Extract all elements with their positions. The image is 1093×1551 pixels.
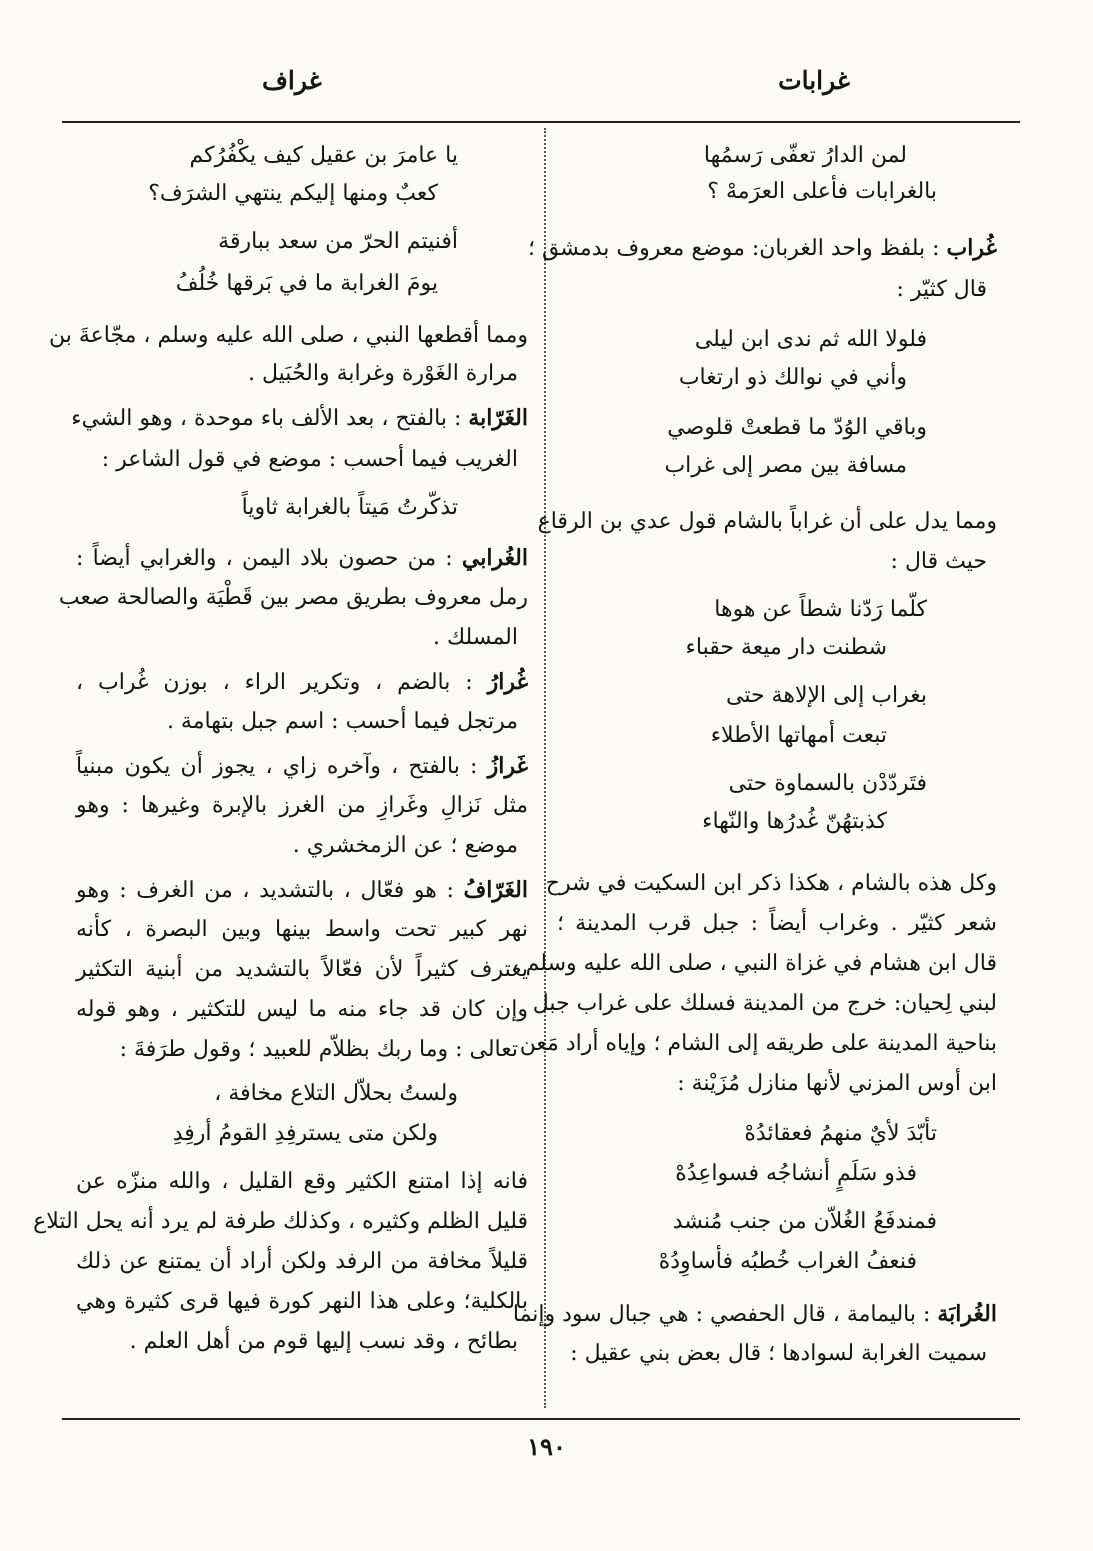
verse-line	[557, 768, 997, 800]
line-text: : من حصون بلاد اليمن ، والغرابي أيضاً :	[76, 546, 462, 571]
text-line	[545, 868, 997, 900]
text-line	[76, 1034, 528, 1066]
line-text: المسلك .	[433, 625, 518, 650]
verse-line	[557, 362, 997, 394]
verse-line	[76, 268, 528, 300]
line-text: قال ابن هشام في غزاة النبي ، صلى الله عليه وسلم ،	[511, 951, 997, 976]
verse-line	[557, 176, 997, 208]
line-text: لمن الدارُ تعفّى رَسمُها	[703, 143, 907, 168]
line-text: شطنت دار ميعة حقباء	[685, 635, 887, 660]
line-text: أفنيتم الحرّ من سعد ببارقة	[218, 229, 458, 254]
entry-headword: الغَرّافُ	[463, 877, 528, 903]
verse-line	[557, 1118, 997, 1150]
line-text: وأني في نوالك ذو ارتغاب	[678, 365, 907, 390]
line-text: تأبّدَ لأيٌ منهمُ فعقائدُهْ	[744, 1121, 937, 1146]
line-text: : بلفظ واحد الغربان: موضع معروف بدمشق ؛	[527, 236, 947, 261]
verse-line	[557, 412, 997, 444]
header-rule	[62, 121, 1020, 123]
verse-line	[557, 1206, 997, 1238]
line-text: الغريب فيما أحسب : موضع في قول الشاعر :	[101, 447, 518, 472]
page-number: ١٩٠	[527, 1432, 566, 1461]
left-column	[33, 132, 528, 1412]
verse-line	[76, 1118, 528, 1150]
text-line	[71, 402, 528, 435]
text-line	[76, 994, 528, 1026]
line-text: فلولا الله ثم ندى ابن ليلى	[694, 327, 927, 352]
verse-line	[557, 594, 997, 626]
text-line	[532, 988, 997, 1020]
line-text: قال كثيّر :	[896, 277, 987, 302]
line-text: فمندفَعُ الغُلاّن من جنب مُنشد	[672, 1209, 937, 1234]
line-text: يغترف كثيراً لأن فعّالاً بالتشديد من أبنية التكثير	[76, 957, 528, 982]
line-text: وكل هذه بالشام ، هكذا ذكر ابن السكيت في شرح	[545, 871, 997, 896]
line-text: مرارة الغَوْرة وغرابة والحُبَيل .	[248, 361, 518, 386]
line-text: بغراب إلى الإلاهة حتى	[725, 683, 927, 708]
line-text: مرتجل فيما أحسب : اسم جبل بتهامة .	[166, 709, 518, 734]
verse-line	[557, 632, 997, 664]
text-line	[76, 914, 528, 946]
text-line	[76, 1326, 528, 1358]
verse-line	[76, 226, 528, 258]
line-text: تعالى : وما ربك بظلاّم للعبيد ؛ وقول طرَفةَ :	[119, 1037, 518, 1062]
text-line	[76, 444, 528, 476]
text-line	[76, 666, 528, 699]
verse-line	[76, 140, 528, 172]
text-line	[76, 1166, 528, 1198]
line-text: فانه إذا امتنع الكثير وقع القليل ، والله منزّه عن	[76, 1169, 528, 1194]
line-text: شعر كثيّر . وغراب أيضاً : جبل قرب المدينة ؛	[557, 911, 997, 936]
line-text: نهر كبير تحت واسط بينها وبين البصرة ، كأنه	[76, 917, 528, 942]
line-text: : هو فعّال ، بالتشديد ، من الغرف : وهو	[76, 878, 464, 903]
line-text: ومما يدل على أن غراباً بالشام قول عدي بن الرقاع	[537, 509, 997, 534]
line-text: مسافة بين مصر إلى غراب	[664, 453, 907, 478]
entry-headword: غُراب	[946, 235, 997, 261]
text-line	[76, 830, 528, 862]
line-text: بالغرابات فأعلى العرَمهْ ؟	[707, 179, 937, 204]
line-text: وإن كان قد جاء منه ما ليس للتكثير ، وهو قوله	[76, 997, 528, 1022]
line-text: يا عامرَ بن عقيل كيف يكْفُرُكم	[189, 143, 458, 168]
text-line	[511, 948, 997, 980]
line-text: كعبٌ ومنها إليكم ينتهي الشرَف؟	[148, 181, 438, 206]
verse-line	[557, 680, 997, 712]
verse-line	[557, 140, 997, 172]
text-line	[76, 1286, 528, 1318]
line-text: ولستُ بحلاّل التلاع مخافة ،	[214, 1081, 458, 1106]
line-text: موضع ؛ عن الزمخشري .	[292, 833, 518, 858]
text-line	[76, 954, 528, 986]
line-text: قليل الظلم وكثيره ، وكذلك طرفة لم يرد أنه يحل التلاع	[33, 1209, 528, 1234]
entry-headword: الغُرابَة	[937, 1301, 997, 1327]
line-text: يومَ الغرابة ما في بَرقها خُلُفُ	[175, 271, 438, 296]
line-text: مثل نَزالِ وغَرازِ من الغرز بالإبرة وغيرها : وهو	[76, 793, 528, 818]
line-text: ولكن متى يسترفِدِ القومُ أرفِدِ	[172, 1121, 438, 1146]
line-text: بالكلية؛ وعلى هذا النهر كورة فيها قرى كثيرة وهي	[76, 1289, 528, 1314]
text-line	[557, 546, 997, 578]
verse-line	[557, 1246, 997, 1278]
line-text: : بالضم ، وتكرير الراء ، بوزن غُراب ،	[76, 670, 488, 695]
verse-line	[76, 492, 528, 524]
verse-line	[76, 178, 528, 210]
verse-line	[557, 806, 997, 838]
line-text: تبعت أمهاتها الأطلاء	[710, 723, 887, 748]
line-text: فتَردّدْن بالسماوة حتى	[728, 771, 927, 796]
line-text: ومما أقطعها النبي ، صلى الله عليه وسلم ، مجّاعةَ بن	[48, 323, 528, 348]
verse-line	[557, 324, 997, 356]
line-text: تذكّرتُ مَيتاً بالغرابة ثاوياً	[241, 495, 458, 520]
column-separator	[544, 128, 546, 1408]
text-line	[537, 506, 997, 538]
text-line	[557, 1068, 997, 1100]
line-text: : باليمامة ، قال الحفصي : هي جبال سود وإنما	[512, 1302, 938, 1327]
text-line	[76, 874, 528, 907]
verse-line	[557, 1158, 997, 1190]
line-text: كلّما رَدّنا شطاً عن هوها	[714, 597, 927, 622]
text-line	[76, 1246, 528, 1278]
header-right-title: غرابات	[778, 66, 850, 95]
text-line	[76, 358, 528, 390]
line-text: فذو سَلَمٍ أنشاجُه فسواعِدُهْ	[675, 1161, 917, 1186]
line-text: لبني لِحيان: خرج من المدينة فسلك على غراب جبل	[532, 991, 997, 1016]
line-text: قليلاً مخافة من الرفد ولكن أراد أن يمتنع عن ذلك	[76, 1249, 528, 1274]
line-text: كذبتهُنّ غُدرُها والنّهاء	[702, 809, 887, 834]
verse-line	[557, 720, 997, 752]
verse-line	[76, 1078, 528, 1110]
right-column	[511, 132, 997, 1412]
line-text: حيث قال :	[890, 549, 987, 574]
line-text: : بالفتح ، وآخره زاي ، يجوز أن يكون مبنياً	[76, 754, 488, 779]
text-line	[519, 1028, 997, 1060]
line-text: بطائح ، وقد نسب إليها قوم من أهل العلم .	[129, 1329, 518, 1354]
line-text: فنعفُ الغراب خُطبُه فأساوِدُهْ	[658, 1249, 917, 1274]
text-line	[557, 274, 997, 306]
entry-headword: الغَرّابة	[468, 405, 528, 431]
verse-line	[557, 450, 997, 482]
text-line	[512, 1298, 997, 1331]
entry-headword: غُرارُ	[487, 669, 528, 695]
text-line	[557, 1338, 997, 1370]
text-line	[527, 232, 997, 265]
footer-rule	[62, 1418, 1020, 1420]
line-text: وباقي الوُدّ ما قطعتْ قلوصي	[667, 415, 927, 440]
text-line	[76, 542, 528, 575]
line-text: بناحية المدينة على طريقه إلى الشام ؛ وإياه أراد مَعن	[519, 1031, 997, 1056]
text-line	[76, 706, 528, 738]
line-text: : بالفتح ، بعد الألف باء موحدة ، وهو الشيء	[71, 406, 469, 431]
text-line	[33, 1206, 528, 1238]
entry-headword: الغُرابي	[461, 545, 528, 571]
text-line	[76, 622, 528, 654]
text-line	[76, 750, 528, 783]
line-text: سميت الغرابة لسوادها ؛ قال بعض بني عقيل :	[570, 1341, 987, 1366]
header-left-title: غراف	[262, 66, 322, 95]
text-line	[58, 582, 528, 614]
line-text: رمل معروف بطريق مصر بين قَطْيَة والصالحة صعب	[58, 585, 528, 610]
text-line	[557, 908, 997, 940]
line-text: ابن أوس المزني لأنها منازل مُزَيْنة :	[677, 1071, 997, 1096]
text-line	[76, 790, 528, 822]
text-line	[48, 320, 528, 352]
entry-headword: غَرازُ	[487, 753, 528, 779]
